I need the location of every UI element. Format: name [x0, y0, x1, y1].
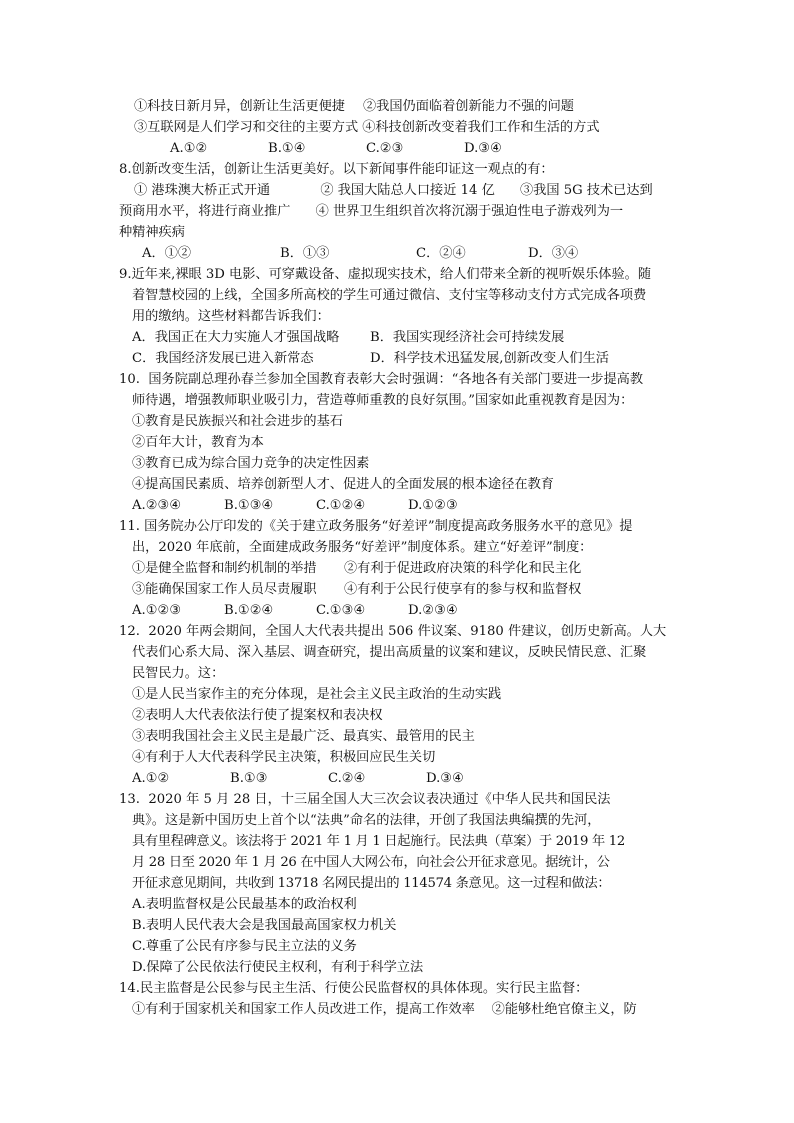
- q7-statement-4: ④科技创新改变着我们工作和生活的方式: [362, 120, 600, 135]
- q11-statements-row-2: [132, 579, 686, 600]
- q14-stem: 14.民主监督是公民参与民主生活、行使公民监督权的具体体现。实行民主监督：: [119, 981, 589, 996]
- q10-options: [132, 495, 686, 516]
- q8-option-a[interactable]: A．①②: [142, 246, 192, 261]
- q12-statement-1: ①是人民当家作主的充分体现，是社会主义民主政治的生动实践: [132, 687, 502, 702]
- q13-option-a[interactable]: A.表明监督权是公民最基本的政治权利: [132, 897, 357, 912]
- q9-stem-line-3: 用的缴纳。这些材料都告诉我们：: [132, 309, 330, 324]
- q8-option-d[interactable]: D．③④: [528, 246, 579, 261]
- q10-stem-line-1: 10. 国务院副总理孙春兰参加全国教育表彰大会时强调：“各地各有关部门要进一步提高教: [119, 372, 644, 387]
- q8-line-1: ① 港珠澳大桥正式开通 ② 我国大陆总人口接近 14 亿 ③我国 5G 技术已达到: [134, 183, 653, 198]
- q12-option-d[interactable]: D.③④: [426, 771, 464, 786]
- q9-option-c[interactable]: C．我国经济发展已进入新常态: [132, 351, 314, 366]
- q9-options-row-1: [132, 327, 686, 348]
- q8-line-2: 预商用水平，将进行商业推广 ④ 世界卫生组织首次将沉溺于强迫性电子游戏列为一: [119, 204, 624, 219]
- q10-stem-line-2: 师待遇，增强教师职业吸引力，营造尊师重教的良好氛围。”国家如此重视教育是因为：: [132, 393, 634, 408]
- q12-option-a[interactable]: A.①②: [132, 771, 170, 786]
- q9-stem-line-1: 9.近年来,裸眼 3D 电影、可穿戴设备、虚拟现实技术，给人们带来全新的视听娱乐体验。随: [119, 267, 652, 282]
- q10-statement-3: ③教育已成为综合国力竞争的决定性因素: [132, 456, 370, 471]
- q8-option-b[interactable]: B．①③: [280, 246, 330, 261]
- q14-statements-row-1: ①有利于国家机关和国家工作人员改进工作，提高工作效率 ②能够杜绝官僚主义，防: [132, 1002, 637, 1017]
- q10-option-b[interactable]: B.①③④: [224, 498, 274, 513]
- q7-statements-row-2: [132, 117, 686, 138]
- q12-stem-line-1: 12. 2020 年两会期间，全国人大代表共提出 506 件议案、9180 件建议，创历史新高。人大: [119, 624, 667, 639]
- q9-option-b[interactable]: B．我国实现经济社会可持续发展: [370, 330, 565, 345]
- q9-option-a[interactable]: A．我国正在大力实施人才强国战略: [132, 330, 340, 345]
- q9-stem-line-2: 着智慧校园的上线，全国多所高校的学生可通过微信、支付宝等移动支付方式完成各项费: [132, 288, 647, 303]
- q8-options: [132, 243, 686, 264]
- q10-option-a[interactable]: A.②③④: [132, 498, 182, 513]
- q7-statement-3: ③互联网是人们学习和交往的主要方式: [134, 120, 359, 135]
- q7-options: [132, 138, 686, 159]
- q12-option-c[interactable]: C.②④: [328, 771, 366, 786]
- q10-statement-2: ②百年大计，教育为本: [132, 435, 264, 450]
- q9-option-d[interactable]: D．科学技术迅猛发展,创新改变人们生活: [370, 351, 609, 366]
- q11-statement-3: ③能确保国家工作人员尽责履职: [132, 582, 317, 597]
- q11-statement-4: ④有利于公民行使享有的参与权和监督权: [344, 582, 582, 597]
- q11-statement-1: ①是健全监督和制约机制的举措: [132, 561, 317, 576]
- q12-statement-3: ③表明我国社会主义民主是最广泛、最真实、最管用的民主: [132, 729, 475, 744]
- q12-options: [132, 768, 686, 789]
- q13-stem-line-1: 13. 2020 年 5 月 28 日，十三届全国人大三次会议表决通过《中华人民共和国民法: [119, 792, 611, 807]
- q13-stem-line-4: 月 28 日至 2020 年 1 月 26 在中国人大网公布，向社会公开征求意见。据统计，公: [132, 855, 610, 870]
- q11-statements-row-1: [132, 558, 686, 579]
- q11-option-b[interactable]: B.①②④: [224, 603, 274, 618]
- q10-statement-4: ④提高国民素质、培养创新型人才、促进人的全面发展的根本途径在教育: [132, 477, 554, 492]
- q13-option-d[interactable]: D.保障了公民依法行使民主权利，有利于科学立法: [132, 960, 424, 975]
- q11-stem-line-1: 11. 国务院办公厅印发的《关于建立政务服务“好差评”制度提高政务服务水平的意见》提: [119, 519, 633, 534]
- q12-statement-2: ②表明人大代表依法行使了提案权和表决权: [132, 708, 383, 723]
- q7-statement-2: ②我国仍面临着创新能力不强的问题: [363, 99, 574, 114]
- q7-option-a[interactable]: A.①②: [170, 141, 208, 156]
- q12-stem-line-2: 代表们心系大局、深入基层、调查研究，提出高质量的议案和建议，反映民情民意、汇聚: [132, 645, 647, 660]
- q8-stem: 8.创新改变生活，创新让生活更美好。以下新闻事件能印证这一观点的有：: [119, 162, 554, 177]
- q7-statements-row-1: [132, 96, 686, 117]
- q8-line-3: 种精神疾病: [119, 225, 185, 240]
- q11-stem-line-2: 出，2020 年底前，全面建成政务服务“好差评”制度体系。建立“好差评”制度：: [132, 540, 593, 555]
- q13-option-c[interactable]: C.尊重了公民有序参与民主立法的义务: [132, 939, 357, 954]
- q11-options: [132, 600, 686, 621]
- q13-option-b[interactable]: B.表明人民代表大会是我国最高国家权力机关: [132, 918, 397, 933]
- q9-options-row-2: [132, 348, 686, 369]
- q7-option-c[interactable]: C.②③: [366, 141, 404, 156]
- q8-option-c[interactable]: C．②④: [416, 246, 466, 261]
- q11-option-c[interactable]: C.①③④: [316, 603, 366, 618]
- q11-statement-2: ②有利于促进政府决策的科学化和民主化: [344, 561, 582, 576]
- q13-stem-line-3: 具有里程碑意义。该法将于 2021 年 1 月 1 日起施行。民法典（草案）于 2019 年 12: [132, 834, 625, 849]
- q10-statement-1: ①教育是民族振兴和社会进步的基石: [132, 414, 343, 429]
- q12-option-b[interactable]: B.①③: [230, 771, 268, 786]
- q12-stem-line-3: 民智民力。这：: [132, 666, 225, 681]
- q10-option-c[interactable]: C.①②④: [316, 498, 366, 513]
- q13-stem-line-2: 典》。这是新中国历史上首个以“法典”命名的法律，开创了我国法典编撰的先河，: [132, 813, 601, 828]
- q7-statement-1: ①科技日新月异，创新让生活更便捷: [134, 99, 345, 114]
- q11-option-d[interactable]: D.②③④: [408, 603, 458, 618]
- q7-option-d[interactable]: D.③④: [464, 141, 502, 156]
- q10-option-d[interactable]: D.①②③: [408, 498, 458, 513]
- q13-stem-line-5: 开征求意见期间，共收到 13718 名网民提出的 114574 条意见。这一过程和做法：: [132, 876, 611, 891]
- q11-option-a[interactable]: A.①②③: [132, 603, 182, 618]
- q12-statement-4: ④有利于人大代表科学民主决策，积极回应民生关切: [132, 750, 436, 765]
- q7-option-b[interactable]: B.①④: [268, 141, 306, 156]
